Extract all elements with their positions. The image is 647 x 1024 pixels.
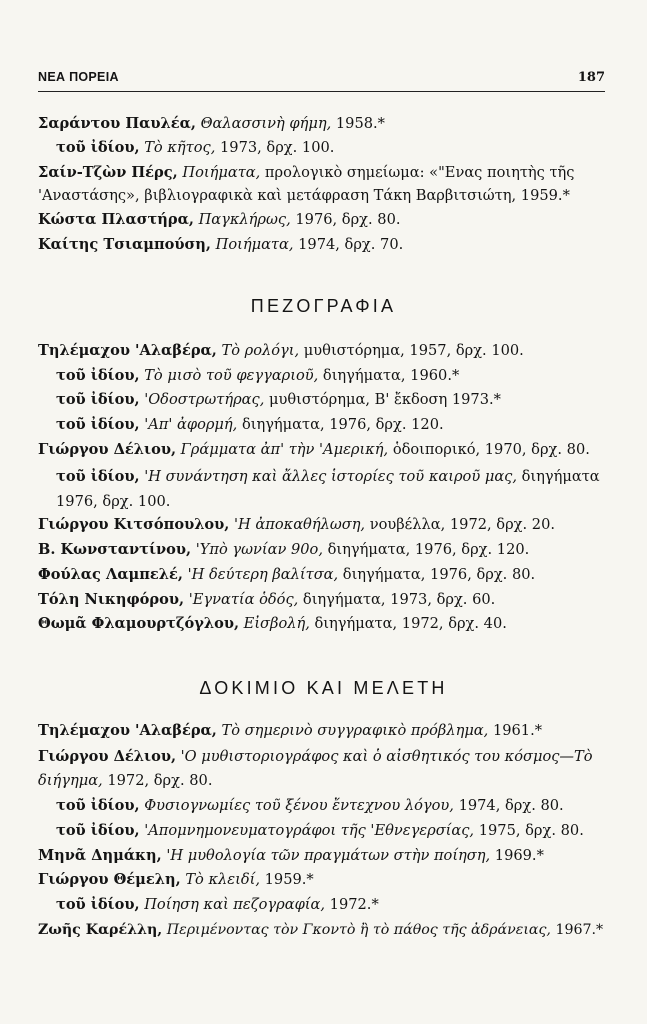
list-item: Σαίν-Τζὼν Πέρς, Ποιήματα, προλογικὸ σημείωμα: «"Ενας ποιητὴς τῆς 'Αναστάσης», βιβλιογραφικὰ καὶ μετάφραση Τάκη Βαρβιτσιώτη, 1959.* bbox=[38, 164, 575, 204]
section-heading-prose: ΠΕΖΟΓΡΑΦΙΑ bbox=[250, 296, 397, 316]
list-item: Γιώργου Θέμελη, Τὸ κλειδί, 1959.* bbox=[38, 871, 314, 888]
page-header bbox=[38, 70, 605, 90]
list-item: Ζωῆς Καρέλλη, Περιμένοντας τὸν Γκοντὸ ἢ τὸ πάθος τῆς ἀδράνειας, 1967.* bbox=[38, 922, 604, 938]
list-item: Μηνᾶ Δημάκη, 'Η μυθολογία τῶν πραγμάτων στὴν ποίηση, 1969.* bbox=[38, 847, 544, 864]
list-item: τοῦ ἰδίου, 'Οδοστρωτήρας, μυθιστόρημα, Β' ἔκδοση 1973.* bbox=[56, 391, 501, 408]
list-item: Τηλέμαχου 'Αλαβέρα, Τὸ σημερινὸ συγγραφικὸ πρόβλημα, 1961.* bbox=[38, 722, 543, 739]
list-item: Γιώργου Δέλιου, Γράμματα ἀπ' τὴν 'Αμερική, ὁδοιπορικό, 1970, δρχ. 80. bbox=[38, 441, 590, 458]
list-item: Β. Κωνσταντίνου, 'Υπὸ γωνίαν 90ο, διηγήματα, 1976, δρχ. 120. bbox=[38, 541, 530, 558]
list-item: Φούλας Λαμπελέ, 'Η δεύτερη βαλίτσα, διηγήματα, 1976, δρχ. 80. bbox=[38, 566, 536, 583]
section-heading-essay: ΔΟΚΙΜΙΟ ΚΑΙ ΜΕΛΕΤΗ bbox=[199, 678, 448, 698]
list-item: Τόλη Νικηφόρου, 'Εγνατία ὁδός, διηγήματα, 1973, δρχ. 60. bbox=[38, 591, 496, 608]
list-item: Τηλέμαχου 'Αλαβέρα, Τὸ ρολόγι, μυθιστόρημα, 1957, δρχ. 100. bbox=[38, 342, 524, 359]
list-item: Σαράντου Παυλέα, Θαλασσινὴ φήμη, 1958.* bbox=[38, 115, 385, 132]
list-item: Καίτης Τσιαμπούση, Ποιήματα, 1974, δρχ. 70. bbox=[38, 236, 404, 253]
list-item: τοῦ ἰδίου, 'Η συνάντηση καὶ ἄλλες ἱστορίες τοῦ καιροῦ μας, διηγήματα 1976, δρχ. 100. bbox=[56, 468, 600, 510]
list-item: Γιώργου Κιτσόπουλου, 'Η ἀποκαθήλωση, νουβέλλα, 1972, δρχ. 20. bbox=[38, 516, 555, 533]
header-rule bbox=[38, 91, 605, 92]
list-item: Γιώργου Δέλιου, 'Ο μυθιστοριογράφος καὶ ὁ αἰσθητικός του κόσμος—Τὸ διήγημα, 1972, δρχ. 80. bbox=[38, 748, 593, 789]
list-item: Θωμᾶ Φλαμουρτζόγλου, Εἰσβολή, διηγήματα, 1972, δρχ. 40. bbox=[38, 615, 507, 632]
page-number: 187 bbox=[577, 70, 605, 85]
list-item: τοῦ ἰδίου, Ποίηση καὶ πεζογραφία, 1972.* bbox=[56, 896, 379, 913]
list-item: τοῦ ἰδίου, Φυσιογνωμίες τοῦ ξένου ἔντεχνου λόγου, 1974, δρχ. 80. bbox=[56, 797, 564, 814]
list-item: Κώστα Πλαστήρα, Παγκλήρως, 1976, δρχ. 80. bbox=[38, 211, 401, 228]
list-item: τοῦ ἰδίου, Τὸ κῆτος, 1973, δρχ. 100. bbox=[56, 139, 335, 156]
list-item: τοῦ ἰδίου, 'Απ' ἀφορμή, διηγήματα, 1976, δρχ. 120. bbox=[56, 416, 444, 433]
list-item: τοῦ ἰδίου, Τὸ μισὸ τοῦ φεγγαριοῦ, διηγήματα, 1960.* bbox=[56, 367, 460, 384]
list-item: τοῦ ἰδίου, 'Απομνημονευματογράφοι τῆς 'Εθνεγερσίας, 1975, δρχ. 80. bbox=[56, 822, 584, 839]
running-head: ΝΕΑ ΠΟΡΕΙΑ bbox=[38, 70, 119, 84]
